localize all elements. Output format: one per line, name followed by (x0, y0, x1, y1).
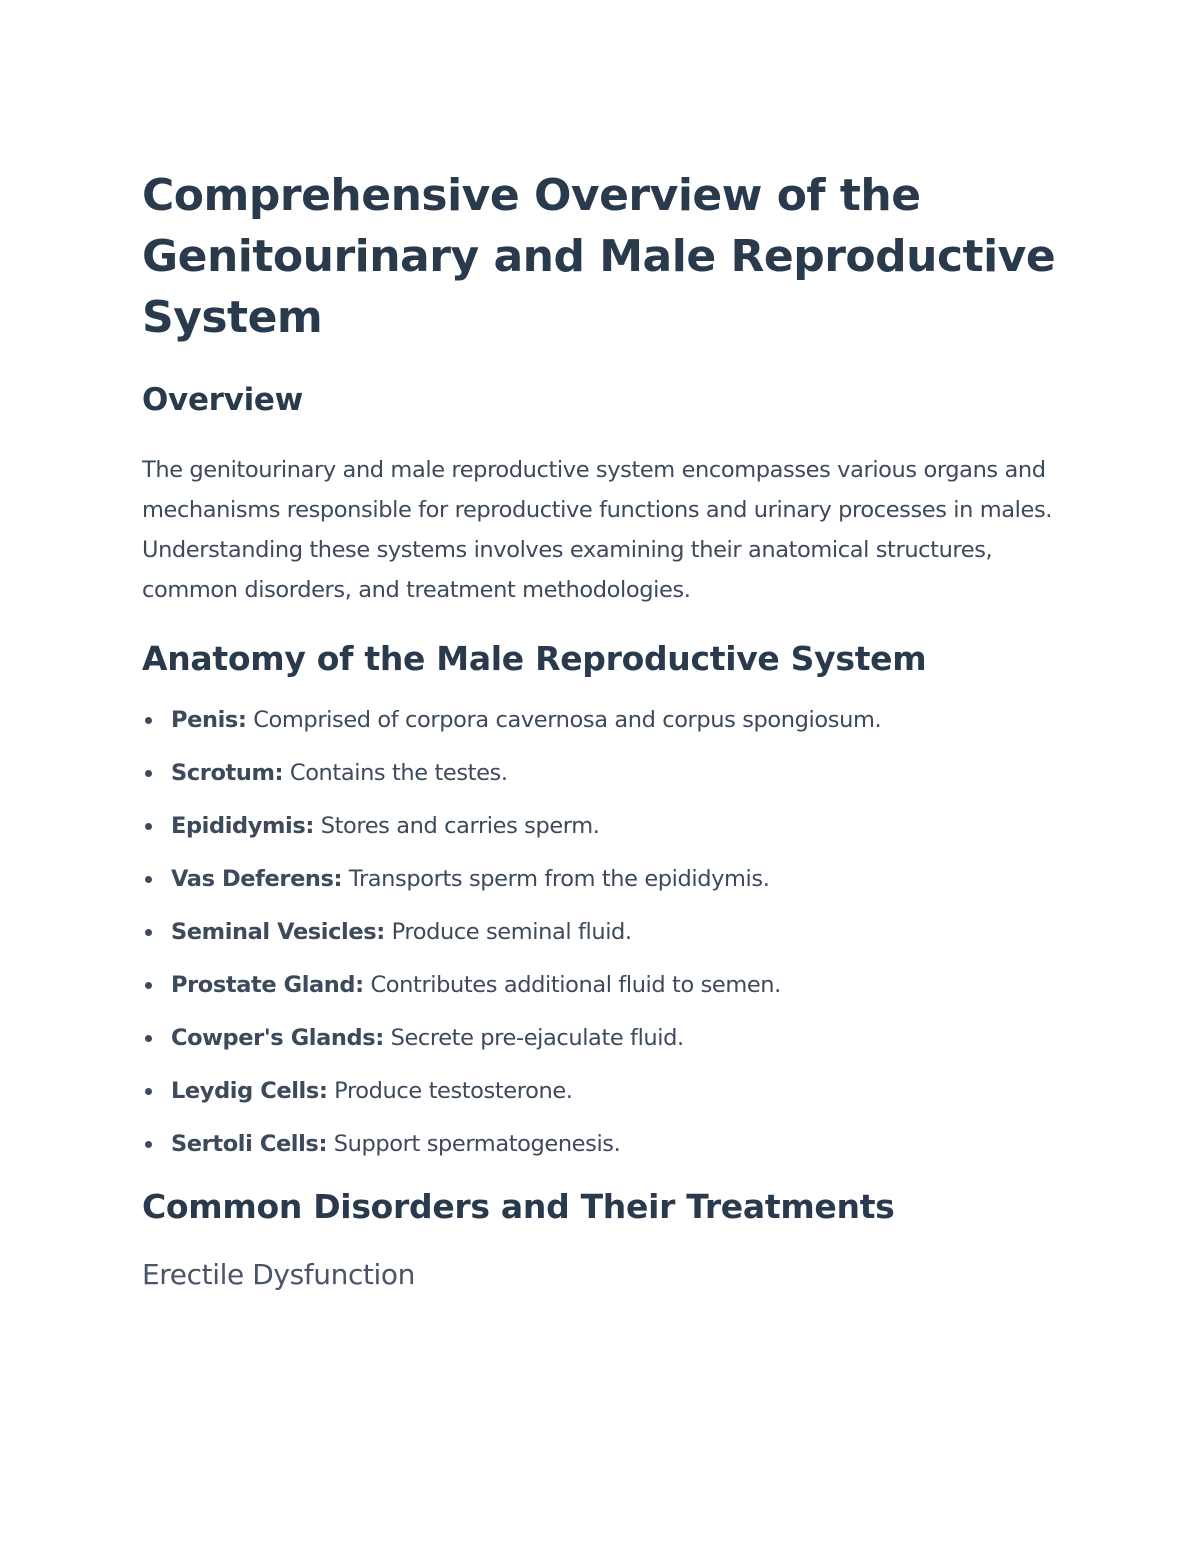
list-item (142, 811, 1062, 841)
list-item-term: Seminal Vesicles (171, 919, 377, 945)
document-title (142, 165, 1062, 348)
disorders-heading: Common Disorders and Their Treatments (142, 1187, 895, 1226)
bullet-icon (145, 1141, 152, 1148)
list-item-description: Transports sperm from the epididymis. (342, 866, 770, 892)
list-item-description: Stores and carries sperm. (313, 813, 600, 839)
anatomy-list (142, 705, 1062, 1159)
list-item (142, 917, 1062, 947)
list-item-term: Cowper's Glands (171, 1025, 376, 1051)
title-line-1: Comprehensive Overview of the (142, 170, 921, 221)
list-item (142, 864, 1062, 894)
list-item (142, 1076, 1062, 1106)
document-page (142, 165, 1062, 1295)
list-item-term: Penis (171, 707, 238, 733)
list-item-separator: : (318, 1131, 328, 1157)
bullet-icon (145, 929, 152, 936)
list-item-separator: : (375, 1025, 384, 1051)
list-item-description: Produce seminal fluid. (384, 919, 632, 945)
bullet-icon (145, 1088, 152, 1095)
list-item (142, 1129, 1062, 1159)
list-item-description: Secrete pre-ejaculate fluid. (383, 1025, 684, 1051)
bullet-icon (145, 823, 152, 830)
list-item-separator: : (318, 1078, 328, 1104)
list-item-term: Vas Deferens (171, 866, 334, 892)
list-item-description: Contains the testes. (283, 760, 508, 786)
disorder-subheading: Erectile Dysfunction (142, 1258, 415, 1291)
list-item-separator: : (274, 760, 284, 786)
list-item-description: Contributes additional fluid to semen. (363, 972, 781, 998)
list-item-description: Comprised of corpora cavernosa and corpus spongiosum. (246, 707, 882, 733)
bullet-icon (145, 770, 152, 777)
list-item (142, 970, 1062, 1000)
list-item-separator: : (333, 866, 343, 892)
list-item-separator: : (305, 813, 314, 839)
list-item-description: Support spermatogenesis. (327, 1131, 621, 1157)
bullet-icon (145, 1035, 152, 1042)
list-item-term: Sertoli Cells (171, 1131, 319, 1157)
list-item-separator: : (355, 972, 364, 998)
list-item-term: Epididymis (171, 813, 306, 839)
overview-heading: Overview (142, 382, 303, 418)
overview-paragraph: The genitourinary and male reproductive system encompasses various organs and mechanisms responsible for reproductive functions and urinary processes in males. Understanding these systems involves examining their anatomical structures, common disorders, and treatment methodologies. (142, 457, 1053, 603)
list-item-description: Produce testosterone. (327, 1078, 573, 1104)
title-line-3: System (142, 292, 323, 343)
list-item-separator: : (376, 919, 385, 945)
list-item (142, 705, 1062, 735)
list-item (142, 1023, 1062, 1053)
title-line-2: Genitourinary and Male Reproductive (142, 231, 1056, 282)
bullet-icon (145, 717, 152, 724)
list-item-term: Prostate Gland (171, 972, 356, 998)
list-item-separator: : (237, 707, 247, 733)
bullet-icon (145, 982, 152, 989)
bullet-icon (145, 876, 152, 883)
list-item-term: Leydig Cells (171, 1078, 319, 1104)
list-item-term: Scrotum (171, 760, 275, 786)
list-item (142, 758, 1062, 788)
anatomy-heading: Anatomy of the Male Reproductive System (142, 639, 927, 678)
